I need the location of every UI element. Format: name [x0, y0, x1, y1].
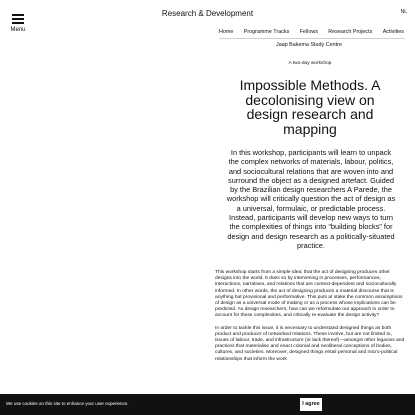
cookie-banner — [0, 394, 415, 415]
article-kicker: A two-day workshop — [288, 61, 332, 66]
nav-item-activities[interactable]: Activities — [382, 29, 404, 35]
body-paragraph: In order to tackle this issue, it is necessary to understand designed things as both product and producer of networked relations. These involve, but are not limited to, issues of labour, trade, and infrastructure (or lack thereof)—amongst other legacies and practices that materialise and enact colonial and neoliberal conceptions of bodies, cultures, and societies. Moreover, designed things entail personal and micro-political relationships that inform the work — [215, 325, 405, 362]
nav-item-fellows[interactable]: Fellows — [299, 29, 318, 35]
site-title[interactable]: Research & Development — [161, 9, 254, 18]
cookie-message: We use cookies on this site to enhance your user experience. — [6, 401, 129, 406]
article-body — [215, 270, 405, 369]
main-nav — [219, 29, 404, 36]
nav-item-home[interactable]: Home — [219, 29, 234, 35]
menu-label: Menu — [10, 27, 26, 33]
cookie-agree-button[interactable]: I agree — [300, 398, 322, 411]
language-switch[interactable]: NL — [400, 9, 407, 15]
nav-item-research-projects[interactable]: Research Projects — [328, 29, 373, 35]
nav-divider — [219, 38, 405, 39]
article-title: Impossible Methods. A decolonising view on design research and mapping — [239, 77, 381, 137]
subnav-item-jaap-bakema-study-centre[interactable]: Jaap Bakema Study Centre — [276, 42, 342, 48]
nav-item-programme-tracks[interactable]: Programme Tracks — [243, 29, 290, 35]
article-intro: In this workshop, participants will learn to unpack the complex networks of materials, labour, politics, and sociocultural relations that are woven into and surround the object as a designed artefact. Guided by the Brazilian design researchers A Parede, the workshop will critically question the act of design as a universal, formulaic, or predictable process. Instead, participants will develop new ways to turn the complexities of things into “building blocks” for design and design research as a politically-situated practice. — [226, 148, 396, 250]
body-paragraph: This workshop starts from a simple idea: that the act of designing produces other designs into the world. It does so by intervening in processes, performances, interactions, narratives, and relations that are context-dependent and socioculturally informed. In other words, the act of designing produces a material discourse that is anything but provisional and performative. This puts at stake the common assumptions of design as a universal mode of making or as a process whose implications can be predicted. As design researchers, how can we reformulate our approach in order to account for these complexities, and critically re-evaluate the design activity? — [215, 270, 403, 319]
